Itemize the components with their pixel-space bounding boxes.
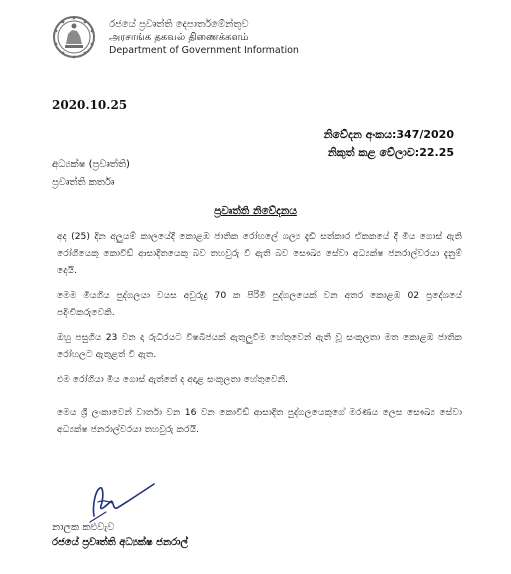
addressee-block — [52, 156, 130, 192]
paragraph: එම රෝගියා මිය ගොස් ඇත්තේ ද අදාළ සංකූලතා හේතුවෙනි. — [57, 374, 288, 385]
paragraph: මෙය ශ්‍රී ලංකාවෙන් වාර්තා වන 16 වන කොවිඩ් ආසාදිත පුද්ගලයෙකුගේ මරණය ලෙස සෞඛ්‍ය සේවා අධ්‍යක්ෂ ජනරාල්වරයා තහවුරු කරයි. — [57, 407, 462, 435]
paragraph: අද (25) දින අලුයම් කාලයේදී කොළඹ ජාතික රෝහලේ ශල්‍ය දැඩි සත්කාර ඒකකයේ දී මිය ගොස් ඇති රෝගියෙකු කොවිඩ් ආසාදිතයෙකු බව තහවුරු වී ඇති බව සෞඛ්‍ය සේවා අධ්‍යක්ෂ ජනරාල්වරයා දැනුම් දෙයි. — [57, 231, 462, 276]
handwritten-signature — [84, 476, 174, 526]
paragraph: ඔහු පසුගිය 23 වන දා රුධිරයට විෂබීජයක් ඇතුලුවීම හේතුවෙන් ඇති වූ සංකූලතා මත කොළඹ ජාතික රෝහලට ඇතුළත් වී ඇත. — [57, 332, 462, 360]
document-title: ප්‍රවෘත්ති නිවේදනය — [214, 205, 297, 217]
signature-block — [52, 520, 188, 550]
org-name-tamil: அரசாங்க தகவல் திணைக்களம் — [109, 32, 249, 43]
org-name-english: Department of Government Information — [109, 45, 299, 56]
signatory-title: රජයේ ප්‍රවෘත්ති අධ්‍යක්ෂ ජනරාල් — [52, 537, 189, 548]
release-number: නිවේදන අංකය:347/2020 — [323, 128, 454, 141]
signatory-name: නාලක කළුවැව — [52, 522, 115, 533]
document-date: 2020.10.25 — [52, 98, 128, 112]
release-time: නිකුත් කළ වේලාව:22.25 — [327, 146, 454, 159]
addressee-line: අධ්‍යක්ෂ (ප්‍රවෘත්ති) — [52, 159, 130, 170]
addressee-line: ප්‍රවෘත්ති කර්තෘ — [52, 177, 115, 188]
release-reference — [324, 126, 454, 162]
paragraph: මෙම මියගිය පුද්ගලයා වයස අවුරුදු 70 ක පිරිමි පුද්ගලයෙක් වන අතර කොළඹ 02 ප්‍රදේශයේ පදිංචිකරුවෙකි. — [57, 290, 462, 318]
government-emblem-icon — [52, 14, 96, 60]
org-name-sinhala: රජයේ ප්‍රවෘත්ති දෙපාර්තමේන්තුව — [109, 19, 249, 30]
organization-heading — [109, 18, 299, 57]
